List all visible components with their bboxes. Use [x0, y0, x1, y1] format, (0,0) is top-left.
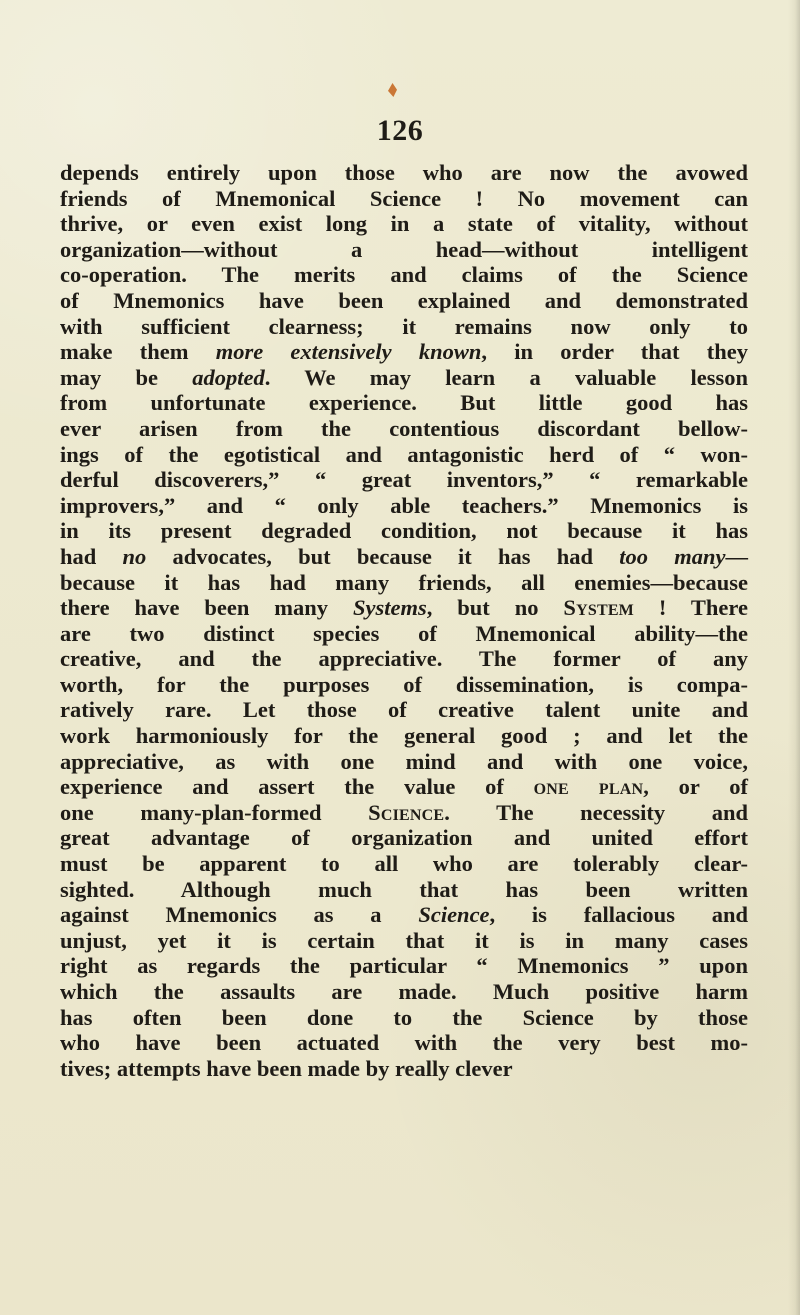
text-run: ever arisen from the contentious discordant bellow-: [60, 415, 748, 441]
text-line-30: [60, 902, 748, 928]
text-run: tives; attempts have been made by really clever: [60, 1055, 513, 1081]
text-line-17: [60, 570, 748, 596]
text-line-20: [60, 646, 748, 672]
text-run: which the assaults are made. Much positive harm: [60, 979, 748, 1004]
text-run: great advantage of organization and united effort: [60, 825, 748, 851]
text-run: , is fallacious and: [489, 902, 748, 928]
text-run: , or of: [643, 774, 748, 800]
text-line-36: [60, 1056, 748, 1082]
text-line-4: [60, 237, 748, 263]
text-line-18: [60, 595, 748, 621]
text-run: because it has had many friends, all enemies—because: [60, 569, 748, 595]
text-line-1: [60, 160, 748, 186]
text-line-25: [60, 774, 748, 800]
text-line-5: [60, 262, 748, 288]
text-run: appreciative, as with one mind and with one voice,: [60, 748, 748, 774]
text-run: who have been actuated with the very best mo-: [60, 1030, 748, 1056]
text-run: are two distinct species of Mnemonical ability—the: [60, 620, 748, 646]
text-run: make them: [60, 339, 216, 365]
text-line-26: [60, 800, 748, 826]
text-run: there have been many: [60, 595, 353, 621]
text-line-24: [60, 749, 748, 775]
text-run: , but no: [426, 595, 564, 621]
text-line-33: [60, 979, 748, 1005]
text-line-31: [60, 928, 748, 954]
text-line-19: [60, 621, 748, 647]
text-run: ings of the egotistical and antagonistic herd of “ won-: [60, 441, 748, 467]
text-run: co-operation. The merits and claims of the Science: [60, 262, 748, 288]
text-line-35: [60, 1030, 748, 1056]
text-run: one many-plan-formed: [60, 799, 369, 825]
text-run: from unfortunate experience. But little good has: [60, 390, 748, 416]
small-caps-text: System: [563, 595, 634, 621]
text-line-6: [60, 288, 748, 314]
text-line-27: [60, 825, 748, 851]
text-run: with sufficient clearness; it remains now only to: [60, 313, 748, 339]
text-line-3: [60, 211, 748, 237]
text-run: may be: [60, 364, 193, 390]
text-line-14: [60, 493, 748, 519]
text-line-8: [60, 339, 748, 365]
text-run: must be apparent to all who are tolerably clear-: [60, 851, 748, 877]
text-run: creative, and the appreciative. The former of any: [60, 646, 748, 672]
text-run: sighted. Although much that has been written: [60, 876, 748, 902]
text-run: organization—without a head—without intelligent: [60, 236, 748, 262]
emphasis-text: more extensively known: [215, 339, 482, 365]
text-line-12: [60, 442, 748, 468]
text-line-16: [60, 544, 748, 570]
emphasis-text: no: [122, 543, 147, 569]
emphasis-text: Science: [418, 902, 490, 928]
text-line-15: [60, 518, 748, 544]
text-line-13: [60, 467, 748, 493]
text-run: derful discoverers,” “ great inventors,” “ remarkable: [60, 467, 748, 493]
text-run: worth, for the purposes of dissemination, is compa-: [60, 671, 748, 697]
small-caps-text: Science: [368, 799, 445, 825]
text-line-7: [60, 314, 748, 340]
text-line-23: [60, 723, 748, 749]
text-run: against Mnemonics as a: [60, 902, 419, 928]
text-run: of Mnemonics have been explained and demonstrated: [60, 287, 748, 313]
body-paragraph: [60, 160, 748, 1081]
small-caps-text: one plan: [533, 774, 644, 800]
text-run: in its present degraded condition, not because it has: [60, 518, 748, 544]
page-number: 126: [376, 114, 424, 147]
text-line-2: [60, 186, 748, 212]
text-run: . The necessity and: [444, 799, 748, 825]
text-line-34: [60, 1005, 748, 1031]
text-run: experience and assert the value of: [60, 774, 534, 800]
emphasis-text: adopted: [192, 364, 265, 390]
text-run: , in order that they: [481, 339, 749, 365]
orange-ink-mark: [388, 83, 397, 97]
text-line-9: [60, 365, 748, 391]
text-line-29: [60, 877, 748, 903]
text-run: ! There: [634, 595, 748, 621]
text-run: unjust, yet it is certain that it is in many cases: [60, 927, 748, 953]
text-run: ratively rare. Let those of creative talent unite and: [60, 697, 748, 723]
page-edge-shadow: [788, 0, 800, 1315]
emphasis-text: too many: [619, 543, 726, 569]
text-run: had: [60, 543, 123, 569]
text-run: work harmoniously for the general good ; and let the: [60, 723, 748, 749]
text-line-32: [60, 953, 748, 979]
text-run: advocates, but because it has had: [146, 543, 620, 569]
text-run: —: [725, 543, 748, 569]
text-run: friends of Mnemonical Science ! No movement can: [60, 185, 748, 211]
text-line-28: [60, 851, 748, 877]
text-run: . We may learn a valuable lesson: [264, 364, 748, 390]
text-line-21: [60, 672, 748, 698]
emphasis-text: Systems: [352, 595, 427, 621]
text-run: improvers,” and “ only able teachers.” Mnemonics is: [60, 492, 748, 518]
text-run: depends entirely upon those who are now the avowed: [60, 160, 748, 185]
text-line-11: [60, 416, 748, 442]
text-line-22: [60, 697, 748, 723]
text-run: thrive, or even exist long in a state of vitality, without: [60, 211, 748, 237]
text-run: has often been done to the Science by those: [60, 1004, 748, 1030]
text-line-10: [60, 390, 748, 416]
text-run: right as regards the particular “ Mnemonics ” upon: [60, 953, 748, 979]
